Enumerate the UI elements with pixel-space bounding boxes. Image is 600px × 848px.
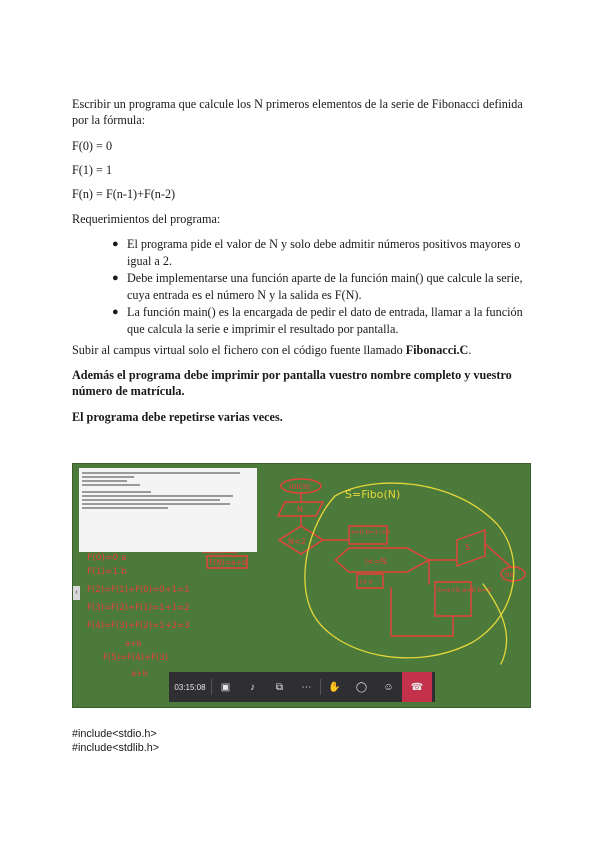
chat-icon[interactable]: ◯ bbox=[355, 681, 368, 693]
requirement-item: ● Debe implementarse una función aparte de la función main() que calcule la serie, cuya entrada es el número N y la salida es F(N). bbox=[112, 271, 523, 302]
svg-text:F(3)=F(2)+F(1)=1+1=2: F(3)=F(2)+F(1)=1+1=2 bbox=[87, 603, 190, 613]
svg-text:a+b: a+b bbox=[125, 639, 142, 648]
requirement-item: ● La función main() es la encargada de pedir el dato de entrada, llamar a la función que calcula la serie e imprimir el resultado por pantalla. bbox=[112, 305, 523, 336]
bold-note-name: Además el programa debe imprimir por pantalla vuestro nombre completo y vuestro número de matrícula. bbox=[72, 368, 512, 398]
upload-paragraph: Subir al campus virtual solo el fichero con el código fuente llamado Fibonacci.C. bbox=[72, 343, 472, 357]
svg-text:F(0)=0 a: F(0)=0 a bbox=[87, 553, 127, 563]
meeting-toolbar bbox=[169, 672, 435, 702]
svg-text:S: S bbox=[465, 543, 471, 552]
bold-note-repeat: El programa debe repetirse varias veces. bbox=[72, 410, 283, 424]
formula-fn: F(n) = F(n-1)+F(n-2) bbox=[72, 187, 176, 201]
raise-hand-icon[interactable]: ✋ bbox=[328, 681, 341, 693]
more-options-icon[interactable]: ⋯ bbox=[301, 681, 312, 693]
reference-thumbnail bbox=[79, 468, 257, 552]
svg-text:N: N bbox=[297, 505, 303, 514]
upload-filename: Fibonacci.C bbox=[405, 343, 469, 357]
code-include-stdlib: #include<stdlib.h> bbox=[72, 742, 160, 754]
code-include-stdio: #include<stdio.h> bbox=[72, 728, 157, 740]
svg-text:S=a+b a=b b=S: S=a+b a=b b=S bbox=[437, 586, 492, 594]
mic-off-icon[interactable]: ♪ bbox=[250, 681, 255, 693]
output-shape bbox=[457, 530, 485, 566]
bullet-icon: ● bbox=[112, 272, 119, 284]
camera-off-icon[interactable]: ▣ bbox=[220, 681, 231, 693]
requirement-item: ● El programa pide el valor de N y solo debe admitir números positivos mayores o igual a 2. bbox=[112, 237, 521, 268]
participants-icon[interactable]: ☺ bbox=[383, 681, 394, 693]
svg-text:F(N)=a+b: F(N)=a+b bbox=[209, 558, 247, 567]
svg-text:F(5)=F(4)+F(3): F(5)=F(4)+F(3) bbox=[103, 653, 169, 663]
whiteboard-screenshot bbox=[72, 463, 531, 708]
bullet-icon: ● bbox=[112, 238, 119, 250]
collapse-arrow-icon[interactable]: ‹ bbox=[73, 586, 80, 600]
svg-text:F(1)=1 b: F(1)=1 b bbox=[87, 567, 127, 577]
requirements-list bbox=[72, 236, 528, 338]
svg-text:fin: fin bbox=[505, 571, 514, 579]
svg-text:F(2)=F(1)+F(0)=0+1=1: F(2)=F(1)+F(0)=0+1=1 bbox=[87, 585, 190, 595]
formula-f1: F(1) = 1 bbox=[72, 163, 113, 177]
svg-text:a=0 b=1 i=2: a=0 b=1 i=2 bbox=[351, 529, 391, 536]
svg-text:a+b: a+b bbox=[131, 669, 148, 678]
fibo-label: S=Fibo(N) bbox=[345, 488, 401, 501]
formula-f0: F(0) = 0 bbox=[72, 139, 113, 153]
hang-up-button[interactable]: ☎ bbox=[402, 672, 432, 702]
svg-text:inicio: inicio bbox=[289, 482, 311, 491]
svg-text:i<=N: i<=N bbox=[365, 557, 387, 566]
requirements-title: Requerimientos del programa: bbox=[72, 212, 221, 226]
share-screen-icon[interactable]: ⧉ bbox=[275, 681, 284, 693]
bullet-icon: ● bbox=[112, 306, 119, 318]
svg-text:F(4)=F(3)+F(2)=1+2=3: F(4)=F(3)+F(2)=1+2=3 bbox=[87, 621, 190, 631]
svg-text:i++: i++ bbox=[360, 578, 374, 586]
intro-paragraph: Escribir un programa que calcule los N primeros elementos de la serie de Fibonacci definida por la fórmula: bbox=[72, 97, 523, 127]
yellow-annotations bbox=[305, 483, 514, 664]
svg-text:N<2: N<2 bbox=[288, 537, 306, 546]
meeting-timer: 03:15:08 bbox=[174, 682, 206, 692]
